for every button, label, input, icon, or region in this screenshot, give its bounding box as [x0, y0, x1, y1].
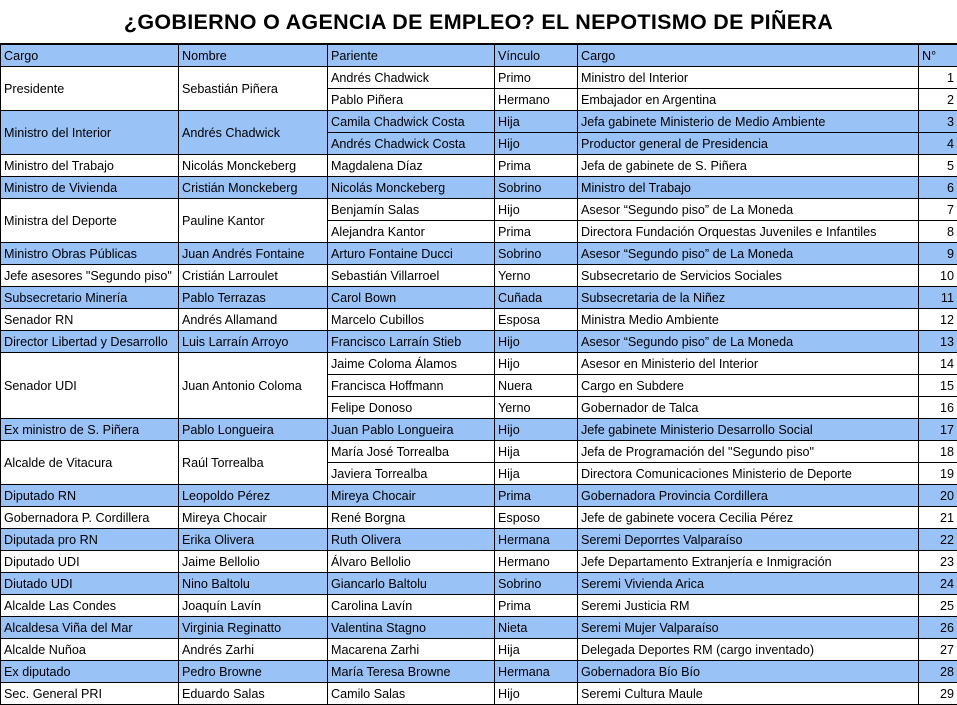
numero-cell: 19	[919, 463, 957, 485]
pariente-cargo-cell: Gobernador de Talca	[578, 397, 919, 419]
official-cargo-cell: Senador RN	[1, 309, 179, 331]
pariente-cell: Ruth Olivera	[328, 529, 495, 551]
official-cargo-cell: Ministro de Vivienda	[1, 177, 179, 199]
official-cargo-cell: Ex ministro de S. Piñera	[1, 419, 179, 441]
official-nombre-cell: Pablo Longueira	[179, 419, 328, 441]
vinculo-cell: Hijo	[495, 133, 578, 155]
official-cargo-cell: Alcaldesa Viña del Mar	[1, 617, 179, 639]
pariente-cargo-cell: Asesor “Segundo piso” de La Moneda	[578, 199, 919, 221]
vinculo-cell: Cuñada	[495, 287, 578, 309]
pariente-cargo-cell: Subsecretaria de la Niñez	[578, 287, 919, 309]
official-nombre-cell: Luis Larraín Arroyo	[179, 331, 328, 353]
pariente-cargo-cell: Gobernadora Provincia Cordillera	[578, 485, 919, 507]
table-row	[1, 177, 957, 199]
official-nombre-cell: Cristián Monckeberg	[179, 177, 328, 199]
vinculo-cell: Esposa	[495, 309, 578, 331]
vinculo-cell: Prima	[495, 485, 578, 507]
official-cargo-cell: Ministro Obras Públicas	[1, 243, 179, 265]
pariente-cargo-cell: Seremi Deporrtes Valparaíso	[578, 529, 919, 551]
pariente-cell: Juan Pablo Longueira	[328, 419, 495, 441]
official-nombre-cell: Leopoldo Pérez	[179, 485, 328, 507]
pariente-cell: Javiera Torrealba	[328, 463, 495, 485]
numero-cell: 5	[919, 155, 957, 177]
table-row	[1, 551, 957, 573]
table-row	[1, 507, 957, 529]
vinculo-cell: Prima	[495, 221, 578, 243]
vinculo-cell: Hermana	[495, 529, 578, 551]
table-row	[1, 573, 957, 595]
pariente-cargo-cell: Directora Fundación Orquestas Juveniles e Infantiles	[578, 221, 919, 243]
official-nombre-cell: Pablo Terrazas	[179, 287, 328, 309]
vinculo-cell: Sobrino	[495, 573, 578, 595]
official-nombre-cell: Andrés Chadwick	[179, 111, 328, 155]
pariente-cargo-cell: Jefa de Programación del "Segundo piso"	[578, 441, 919, 463]
vinculo-cell: Hijo	[495, 331, 578, 353]
official-cargo-cell: Alcalde Nuñoa	[1, 639, 179, 661]
table-row	[1, 67, 957, 89]
numero-cell: 28	[919, 661, 957, 683]
numero-cell: 2	[919, 89, 957, 111]
pariente-cargo-cell: Delegada Deportes RM (cargo inventado)	[578, 639, 919, 661]
sheet-title: ¿GOBIERNO O AGENCIA DE EMPLEO? EL NEPOTISMO DE PIÑERA	[0, 0, 957, 44]
pariente-cargo-cell: Asesor “Segundo piso” de La Moneda	[578, 331, 919, 353]
vinculo-cell: Hija	[495, 639, 578, 661]
official-nombre-cell: Jaime Bellolio	[179, 551, 328, 573]
vinculo-cell: Prima	[495, 155, 578, 177]
pariente-cargo-cell: Jefe Departamento Extranjería e Inmigración	[578, 551, 919, 573]
vinculo-cell: Nuera	[495, 375, 578, 397]
pariente-cargo-cell: Ministro del Interior	[578, 67, 919, 89]
table-row	[1, 529, 957, 551]
vinculo-cell: Sobrino	[495, 177, 578, 199]
official-cargo-cell: Gobernadora P. Cordillera	[1, 507, 179, 529]
table-row	[1, 419, 957, 441]
official-nombre-cell: Juan Andrés Fontaine	[179, 243, 328, 265]
pariente-cell: Álvaro Bellolio	[328, 551, 495, 573]
numero-cell: 7	[919, 199, 957, 221]
header-nombre: Nombre	[179, 45, 328, 67]
vinculo-cell: Hermano	[495, 551, 578, 573]
pariente-cell: María Teresa Browne	[328, 661, 495, 683]
pariente-cell: María José Torrealba	[328, 441, 495, 463]
official-nombre-cell: Andrés Allamand	[179, 309, 328, 331]
numero-cell: 1	[919, 67, 957, 89]
numero-cell: 8	[919, 221, 957, 243]
vinculo-cell: Esposo	[495, 507, 578, 529]
pariente-cell: Mireya Chocair	[328, 485, 495, 507]
pariente-cell: Francisco Larraín Stieb	[328, 331, 495, 353]
numero-cell: 14	[919, 353, 957, 375]
official-nombre-cell: Pauline Kantor	[179, 199, 328, 243]
pariente-cell: René Borgna	[328, 507, 495, 529]
vinculo-cell: Hermana	[495, 661, 578, 683]
official-nombre-cell: Erika Olivera	[179, 529, 328, 551]
official-cargo-cell: Subsecretario Minería	[1, 287, 179, 309]
vinculo-cell: Hijo	[495, 683, 578, 705]
pariente-cell: Alejandra Kantor	[328, 221, 495, 243]
official-nombre-cell: Joaquín Lavín	[179, 595, 328, 617]
vinculo-cell: Yerno	[495, 397, 578, 419]
numero-cell: 26	[919, 617, 957, 639]
pariente-cargo-cell: Seremi Justicia RM	[578, 595, 919, 617]
table-row	[1, 683, 957, 705]
numero-cell: 11	[919, 287, 957, 309]
vinculo-cell: Hija	[495, 111, 578, 133]
numero-cell: 18	[919, 441, 957, 463]
pariente-cell: Felipe Donoso	[328, 397, 495, 419]
numero-cell: 9	[919, 243, 957, 265]
pariente-cell: Francisca Hoffmann	[328, 375, 495, 397]
official-nombre-cell: Eduardo Salas	[179, 683, 328, 705]
pariente-cell: Camila Chadwick Costa	[328, 111, 495, 133]
pariente-cargo-cell: Subsecretario de Servicios Sociales	[578, 265, 919, 287]
table-row	[1, 595, 957, 617]
table-row	[1, 265, 957, 287]
official-cargo-cell: Ex diputado	[1, 661, 179, 683]
vinculo-cell: Hija	[495, 463, 578, 485]
pariente-cell: Pablo Piñera	[328, 89, 495, 111]
table-row	[1, 287, 957, 309]
official-cargo-cell: Presidente	[1, 67, 179, 111]
pariente-cell: Benjamín Salas	[328, 199, 495, 221]
pariente-cell: Valentina Stagno	[328, 617, 495, 639]
official-nombre-cell: Virginia Reginatto	[179, 617, 328, 639]
pariente-cargo-cell: Ministro del Trabajo	[578, 177, 919, 199]
pariente-cargo-cell: Cargo en Subdere	[578, 375, 919, 397]
official-nombre-cell: Andrés Zarhi	[179, 639, 328, 661]
numero-cell: 3	[919, 111, 957, 133]
pariente-cell: Macarena Zarhi	[328, 639, 495, 661]
pariente-cargo-cell: Asesor en Ministerio del Interior	[578, 353, 919, 375]
official-nombre-cell: Mireya Chocair	[179, 507, 328, 529]
official-cargo-cell: Director Libertad y Desarrollo	[1, 331, 179, 353]
pariente-cargo-cell: Jefa gabinete Ministerio de Medio Ambiente	[578, 111, 919, 133]
numero-cell: 29	[919, 683, 957, 705]
official-nombre-cell: Pedro Browne	[179, 661, 328, 683]
pariente-cell: Sebastián Villarroel	[328, 265, 495, 287]
numero-cell: 16	[919, 397, 957, 419]
numero-cell: 17	[919, 419, 957, 441]
table-row	[1, 639, 957, 661]
table-row	[1, 111, 957, 133]
official-cargo-cell: Diputado UDI	[1, 551, 179, 573]
official-cargo-cell: Ministro del Interior	[1, 111, 179, 155]
official-cargo-cell: Sec. General PRI	[1, 683, 179, 705]
vinculo-cell: Hijo	[495, 353, 578, 375]
numero-cell: 20	[919, 485, 957, 507]
pariente-cell: Nicolás Monckeberg	[328, 177, 495, 199]
pariente-cargo-cell: Seremi Cultura Maule	[578, 683, 919, 705]
header-cargo: Cargo	[1, 45, 179, 67]
pariente-cargo-cell: Seremi Mujer Valparaíso	[578, 617, 919, 639]
official-nombre-cell: Nicolás Monckeberg	[179, 155, 328, 177]
official-cargo-cell: Alcalde de Vitacura	[1, 441, 179, 485]
numero-cell: 4	[919, 133, 957, 155]
pariente-cell: Marcelo Cubillos	[328, 309, 495, 331]
vinculo-cell: Hermano	[495, 89, 578, 111]
official-nombre-cell: Juan Antonio Coloma	[179, 353, 328, 419]
vinculo-cell: Hijo	[495, 419, 578, 441]
pariente-cargo-cell: Gobernadora Bío Bío	[578, 661, 919, 683]
vinculo-cell: Yerno	[495, 265, 578, 287]
pariente-cargo-cell: Seremi Vivienda Arica	[578, 573, 919, 595]
header-vinculo: Vínculo	[495, 45, 578, 67]
vinculo-cell: Primo	[495, 67, 578, 89]
vinculo-cell: Sobrino	[495, 243, 578, 265]
table-row	[1, 485, 957, 507]
table-row	[1, 617, 957, 639]
header-pariente: Pariente	[328, 45, 495, 67]
official-cargo-cell: Ministra del Deporte	[1, 199, 179, 243]
numero-cell: 13	[919, 331, 957, 353]
numero-cell: 15	[919, 375, 957, 397]
official-nombre-cell: Cristián Larroulet	[179, 265, 328, 287]
table-row	[1, 309, 957, 331]
pariente-cell: Giancarlo Baltolu	[328, 573, 495, 595]
pariente-cargo-cell: Jefe de gabinete vocera Cecilia Pérez	[578, 507, 919, 529]
numero-cell: 12	[919, 309, 957, 331]
table-row	[1, 199, 957, 221]
official-cargo-cell: Diputado RN	[1, 485, 179, 507]
official-cargo-cell: Jefe asesores "Segundo piso"	[1, 265, 179, 287]
official-cargo-cell: Diputada pro RN	[1, 529, 179, 551]
pariente-cargo-cell: Embajador en Argentina	[578, 89, 919, 111]
numero-cell: 25	[919, 595, 957, 617]
numero-cell: 21	[919, 507, 957, 529]
table-row	[1, 441, 957, 463]
pariente-cell: Andrés Chadwick Costa	[328, 133, 495, 155]
numero-cell: 23	[919, 551, 957, 573]
official-cargo-cell: Diutado UDI	[1, 573, 179, 595]
vinculo-cell: Nieta	[495, 617, 578, 639]
header-cargo-pariente: Cargo	[578, 45, 919, 67]
numero-cell: 24	[919, 573, 957, 595]
official-nombre-cell: Nino Baltolu	[179, 573, 328, 595]
vinculo-cell: Hijo	[495, 199, 578, 221]
header-numero: N°	[919, 45, 957, 67]
official-cargo-cell: Alcalde Las Condes	[1, 595, 179, 617]
table-row	[1, 331, 957, 353]
official-cargo-cell: Senador UDI	[1, 353, 179, 419]
pariente-cargo-cell: Productor general de Presidencia	[578, 133, 919, 155]
pariente-cargo-cell: Directora Comunicaciones Ministerio de Deporte	[578, 463, 919, 485]
pariente-cell: Carolina Lavín	[328, 595, 495, 617]
numero-cell: 10	[919, 265, 957, 287]
pariente-cell: Camilo Salas	[328, 683, 495, 705]
numero-cell: 22	[919, 529, 957, 551]
pariente-cell: Jaime Coloma Álamos	[328, 353, 495, 375]
pariente-cell: Magdalena Díaz	[328, 155, 495, 177]
pariente-cargo-cell: Ministra Medio Ambiente	[578, 309, 919, 331]
table-row	[1, 243, 957, 265]
numero-cell: 6	[919, 177, 957, 199]
official-nombre-cell: Sebastián Piñera	[179, 67, 328, 111]
header-row	[1, 45, 957, 67]
pariente-cell: Carol Bown	[328, 287, 495, 309]
official-cargo-cell: Ministro del Trabajo	[1, 155, 179, 177]
pariente-cargo-cell: Jefa de gabinete de S. Piñera	[578, 155, 919, 177]
vinculo-cell: Hija	[495, 441, 578, 463]
table-row	[1, 155, 957, 177]
official-nombre-cell: Raúl Torrealba	[179, 441, 328, 485]
pariente-cell: Arturo Fontaine Ducci	[328, 243, 495, 265]
nepotism-table	[0, 44, 957, 705]
pariente-cargo-cell: Asesor “Segundo piso” de La Moneda	[578, 243, 919, 265]
table-row	[1, 353, 957, 375]
table-row	[1, 661, 957, 683]
vinculo-cell: Prima	[495, 595, 578, 617]
pariente-cargo-cell: Jefe gabinete Ministerio Desarrollo Social	[578, 419, 919, 441]
numero-cell: 27	[919, 639, 957, 661]
pariente-cell: Andrés Chadwick	[328, 67, 495, 89]
